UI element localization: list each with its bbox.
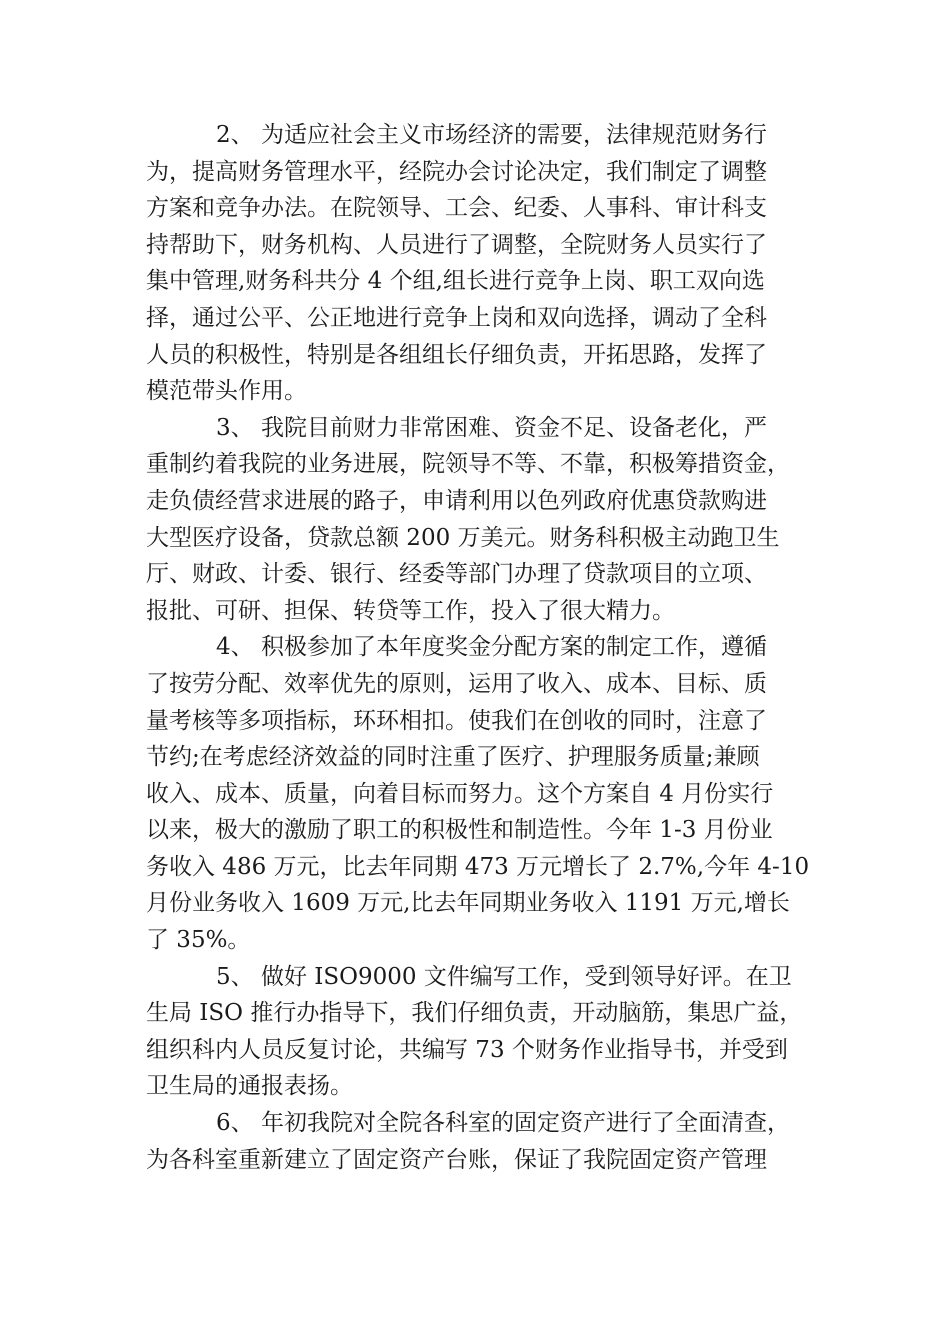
paragraph-6 xyxy=(146,1105,806,1178)
paragraph-line: 卫生局的通报表扬。 xyxy=(146,1073,353,1100)
paragraph-line: 持帮助下，财务机构、人员进行了调整，全院财务人员实行了 xyxy=(146,231,767,258)
paragraph-4 xyxy=(146,629,810,958)
paragraph-line: 为各科室重新建立了固定资产台账，保证了我院固定资产管理 xyxy=(146,1146,767,1173)
paragraph-3 xyxy=(146,410,806,630)
paragraph-line: 择，通过公平、公正地进行竞争上岗和双向选择，调动了全科 xyxy=(146,304,767,331)
paragraph-line: 节约;在考虑经济效益的同时注重了医疗、护理服务质量;兼顾 xyxy=(146,744,760,771)
paragraph-line: 4、 积极参加了本年度奖金分配方案的制定工作，遵循 xyxy=(216,634,767,661)
document-body xyxy=(146,117,810,1178)
paragraph-line: 重制约着我院的业务进展，院领导不等、不靠，积极筹措资金， xyxy=(146,451,790,478)
paragraph-line: 2、 为适应社会主义市场经济的需要，法律规范财务行 xyxy=(216,122,767,148)
paragraph-line: 收入、成本、质量，向着目标而努力。这个方案自 4 月份实行 xyxy=(146,780,774,807)
paragraph-line: 为，提高财务管理水平，经院办会讨论决定，我们制定了调整 xyxy=(146,158,767,185)
paragraph-line: 生局 ISO 推行办指导下，我们仔细负责，开动脑筋，集思广益， xyxy=(146,1000,803,1027)
paragraph-line: 了按劳分配、效率优先的原则，运用了收入、成本、目标、质 xyxy=(146,670,767,697)
paragraph-line: 人员的积极性，特别是各组组长仔细负责，开拓思路，发挥了 xyxy=(146,341,767,368)
paragraph-line: 方案和竞争办法。在院领导、工会、纪委、人事科、审计科支 xyxy=(146,195,767,222)
paragraph-line: 大型医疗设备，贷款总额 200 万美元。财务科积极主动跑卫生 xyxy=(146,524,780,551)
paragraph-line: 厅、财政、计委、银行、经委等部门办理了贷款项目的立项、 xyxy=(146,561,767,588)
paragraph-line: 模范带头作用。 xyxy=(146,378,307,405)
paragraph-line: 组织科内人员反复讨论，共编写 73 个财务作业指导书，并受到 xyxy=(146,1036,788,1063)
paragraph-line: 报批、可研、担保、转贷等工作，投入了很大精力。 xyxy=(146,597,675,624)
paragraph-line: 集中管理,财务科共分 4 个组,组长进行竞争上岗、职工双向选 xyxy=(146,268,765,295)
paragraph-line: 务收入 486 万元，比去年同期 473 万元增长了 2.7%,今年 4-10 xyxy=(146,853,810,880)
paragraph-line: 了 35%。 xyxy=(146,927,251,954)
paragraph-line: 3、 我院目前财力非常困难、资金不足、设备老化，严 xyxy=(216,414,767,441)
paragraph-5 xyxy=(146,959,806,1105)
paragraph-2 xyxy=(146,117,806,410)
paragraph-line: 月份业务收入 1609 万元,比去年同期业务收入 1191 万元,增长 xyxy=(146,890,790,917)
paragraph-line: 5、 做好 ISO9000 文件编写工作，受到领导好评。在卫 xyxy=(216,963,792,990)
paragraph-line: 量考核等多项指标，环环相扣。使我们在创收的同时，注意了 xyxy=(146,707,767,734)
paragraph-line: 走负债经营求进展的路子，申请利用以色列政府优惠贷款购进 xyxy=(146,487,767,514)
paragraph-line: 6、 年初我院对全院各科室的固定资产进行了全面清查， xyxy=(216,1110,790,1137)
paragraph-line: 以来，极大的激励了职工的积极性和制造性。今年 1-3 月份业 xyxy=(146,817,773,844)
